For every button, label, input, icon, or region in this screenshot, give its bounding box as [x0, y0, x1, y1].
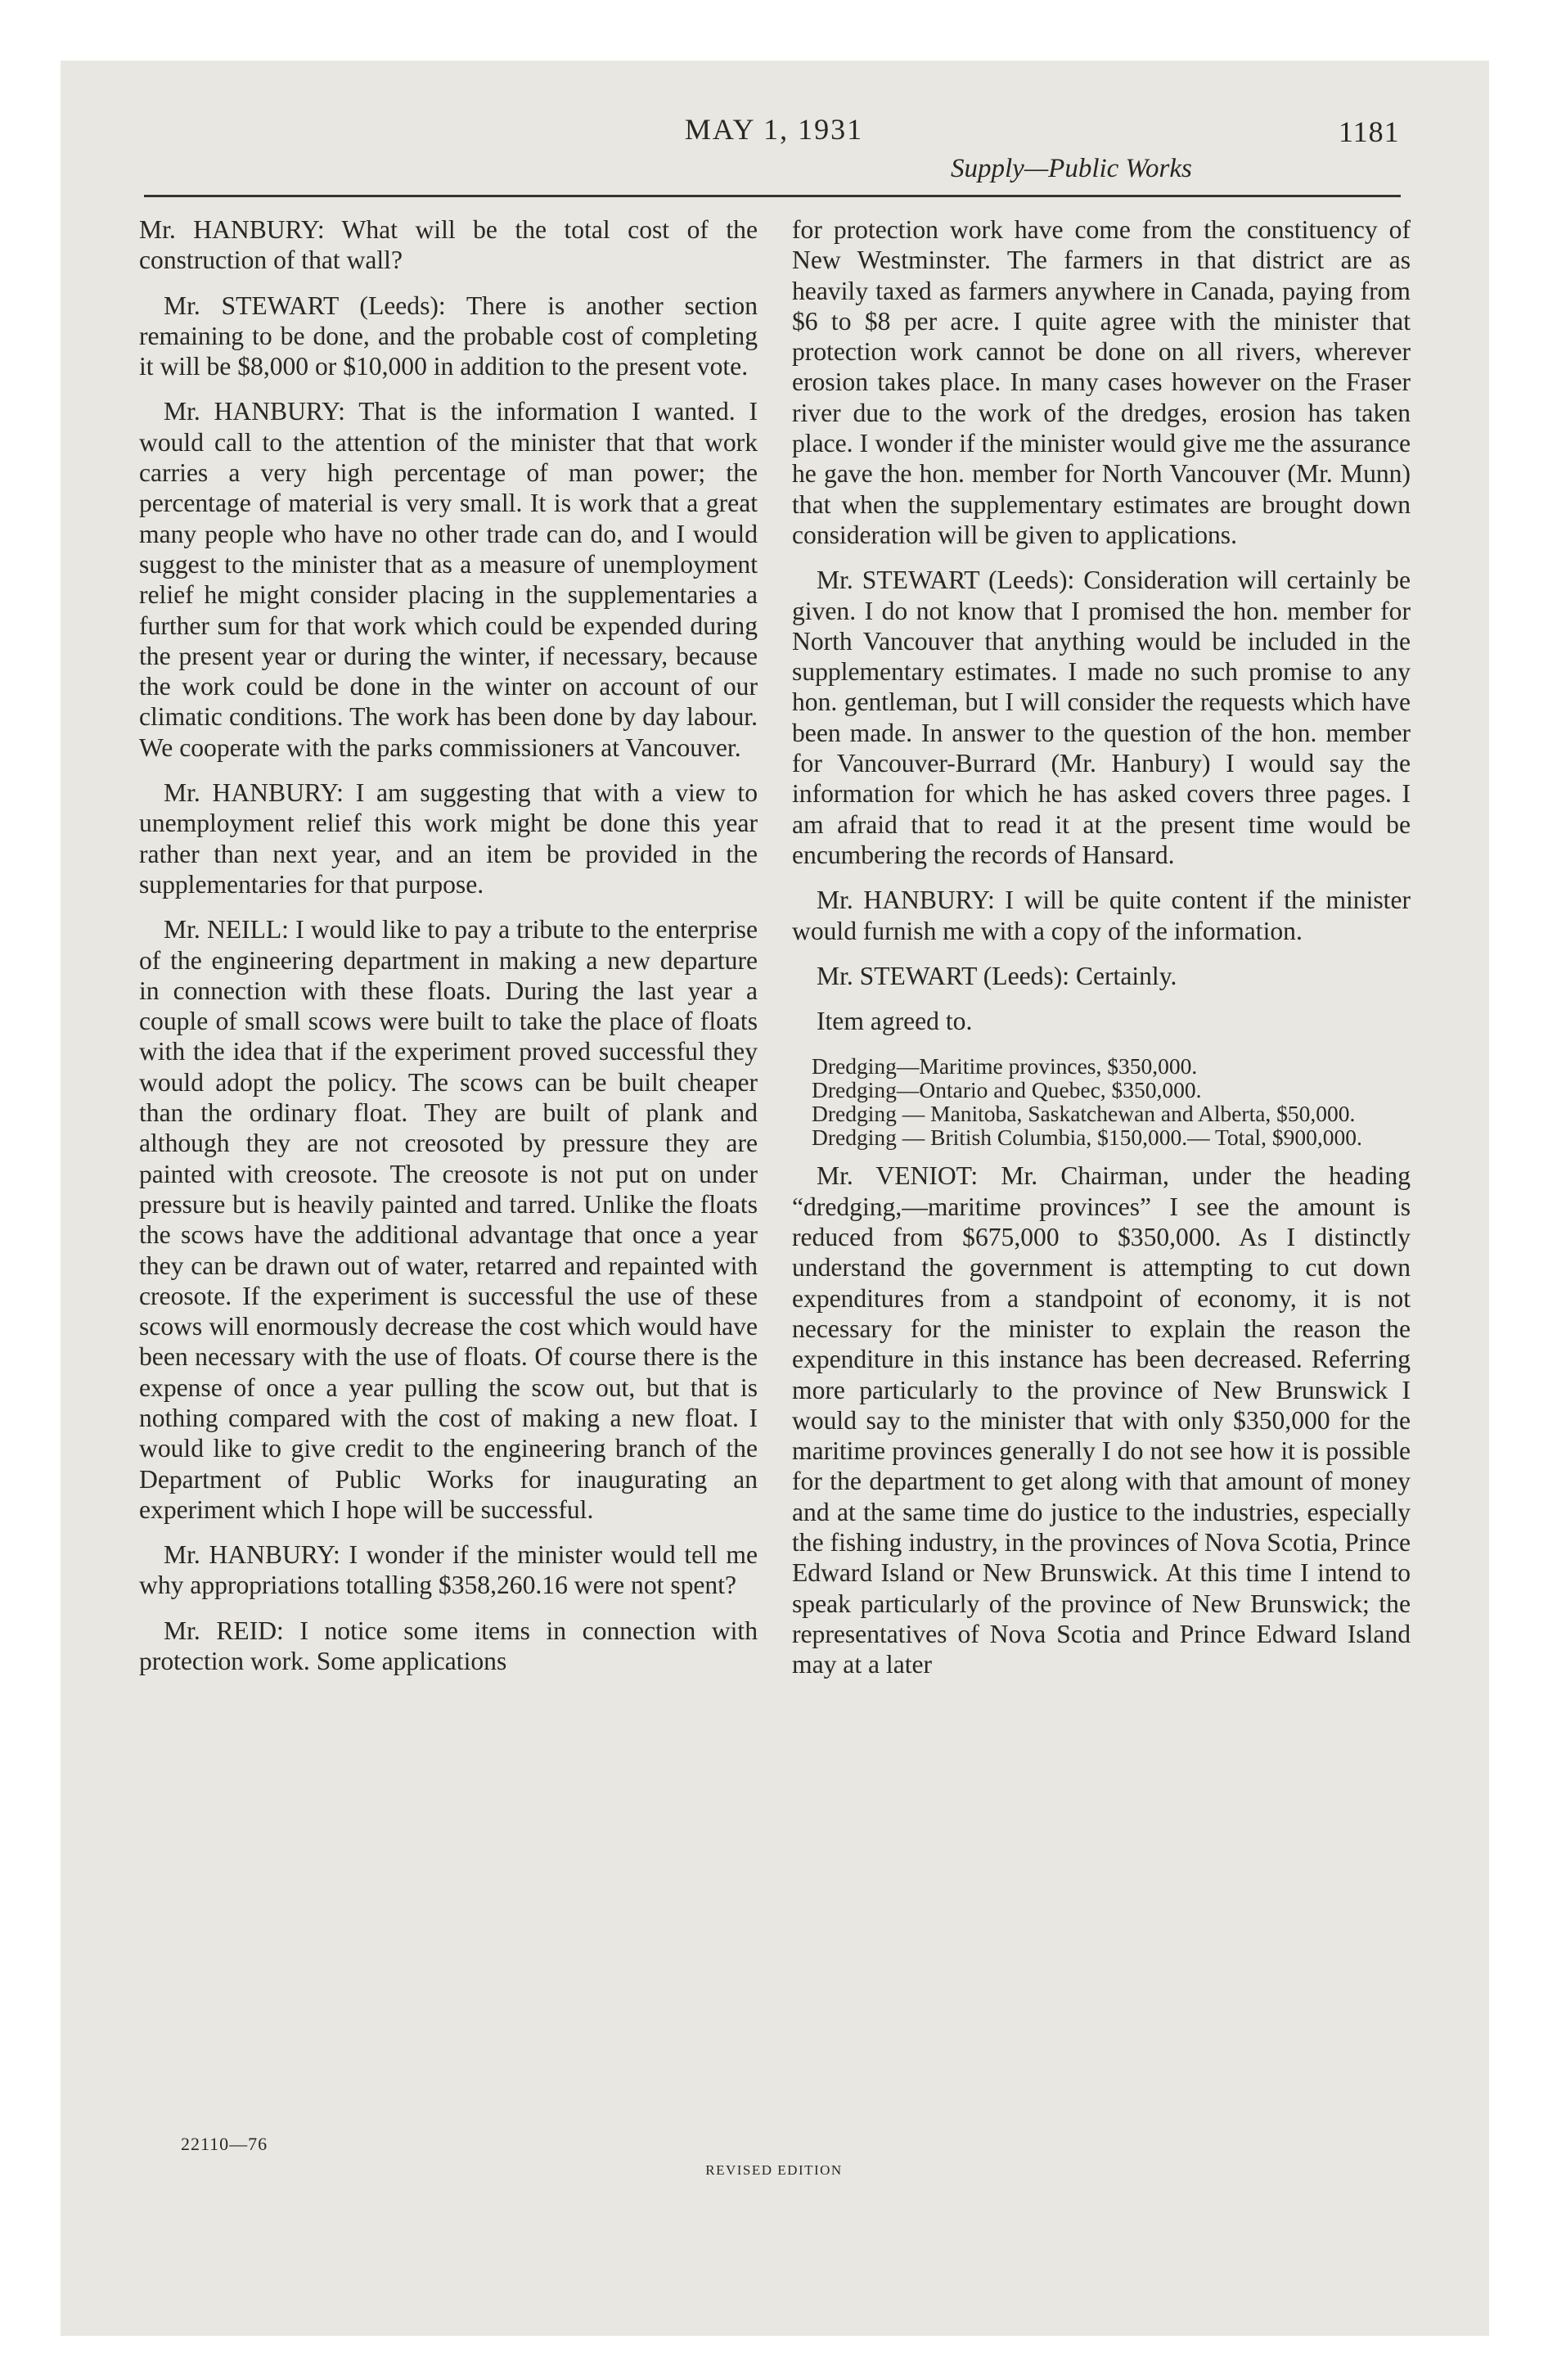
right-column [792, 214, 1411, 1694]
paragraph: Mr. STEWART (Leeds): There is another section remaining to be done, and the probable cost of completing it will be $8,000 or $10,000 in addition to the present vote. [139, 291, 758, 381]
paragraph: Mr. HANBURY: What will be the total cost of the construction of that wall? [139, 215, 758, 275]
paragraph: Mr. STEWART (Leeds): Consideration will certainly be given. I do not know that I promised the hon. member for North Vancouver that anything would be included in the supplementary estimates. I made no such promise to any hon. gentleman, but I will consider the requests which have been made. In answer to the question of the hon. member for Vancouver-Burrard (Mr. Hanbury) I would say the information for which he has asked covers three pages. I am afraid that to read it at the present time would be encumbering the records of Hansard. [792, 566, 1411, 869]
page-date: MAY 1, 1931 [684, 113, 864, 146]
section-heading: Supply—Public Works [951, 154, 1192, 183]
paragraph: for protection work have come from the constituency of New Westminster. The farmers in that district are as heavily taxed as farmers anywhere in Canada, paying from $6 to $8 per acre. I quite agree with the minister that protection work cannot be done on all rivers, wherever erosion takes place. In many cases however on the Fraser river due to the work of the dredges, erosion has taken place. I wonder if the minister would give me the assurance he gave the hon. member for North Vancouver (Mr. Munn) that when the supplementary estimates are brought down consideration will be given to applications. [792, 215, 1411, 549]
estimate-items [792, 1054, 1411, 1149]
header-rule [144, 195, 1401, 197]
paragraph: Mr. HANBURY: I am suggesting that with a view to unemployment relief this work might be done this year rather than next year, and an item be provided in the supplementaries for that purpose. [139, 778, 758, 899]
paragraph: Mr. STEWART (Leeds): Certainly. [817, 961, 1177, 990]
paragraph: Mr. HANBURY: I will be quite content if the minister would furnish me with a copy of the information. [792, 886, 1411, 945]
paragraph: Mr. HANBURY: That is the information I wanted. I would call to the attention of the minister that that work carries a very high percentage of man power; the percentage of material is very small. It is work that a great many people who have no other trade can do, and I would suggest to the minister that as a measure of unemployment relief he might consider placing in the supplementaries a further sum for that work which could be expended during the present year or during the winter, if necessary, because the work could be done in the winter on account of our climatic conditions. The work has been done by day labour. We cooperate with the parks commissioners at Vancouver. [139, 397, 758, 762]
estimate-item: Dredging — Manitoba, Saskatchewan and Alberta, $50,000. [812, 1101, 1356, 1127]
paragraph: Mr. REID: I notice some items in connection with protection work. Some applications [139, 1616, 758, 1676]
estimate-item: Dredging—Maritime provinces, $350,000. [812, 1053, 1198, 1080]
edition-label: REVISED EDITION [705, 2162, 843, 2178]
left-column [139, 214, 758, 1691]
estimate-item: Dredging — British Columbia, $150,000.— Total, $900,000. [812, 1125, 1362, 1151]
paragraph: Item agreed to. [817, 1007, 973, 1036]
paragraph: Mr. NEILL: I would like to pay a tribute to the enterprise of the engineering department in making a new departure in connection with these floats. During the last year a couple of small scows were built to take the place of floats with the idea that if the experiment proved successful they would adopt the policy. The scows can be built cheaper than the ordinary float. They are built of plank and although they are not creosoted by pressure they are painted with creosote. The creosote is not put on under pressure but is heavily painted and tarred. Unlike the floats the scows have the additional advantage that once a year they can be drawn out of water, retarred and repainted with creosote. If the experiment is successful the use of these scows will enormously decrease the cost which would have been necessary with the use of floats. Of course there is the expense of once a year pulling the scow out, but that is nothing compared with the cost of making a new float. I would like to give credit to the engineering branch of the Department of Public Works for inaugurating an experiment which I hope will be successful. [139, 915, 758, 1524]
page-number: 1181 [1339, 115, 1400, 148]
paragraph: Mr. HANBURY: I wonder if the minister would tell me why appropriations totalling $358,260.16 were not spent? [139, 1540, 758, 1600]
estimate-item: Dredging—Ontario and Quebec, $350,000. [812, 1077, 1202, 1103]
paragraph: Mr. VENIOT: Mr. Chairman, under the heading “dredging,—maritime provinces” I see the amount is reduced from $675,000 to $350,000. As I distinctly understand the government is attempting to cut down expenditures from a standpoint of economy, it is not necessary for the minister to explain the reason the expenditure in this instance has been decreased. Referring more particularly to the province of New Brunswick I would say to the minister that with only $350,000 for the maritime provinces generally I do not see how it is possible for the department to get along with that amount of money and at the same time do justice to the industries, especially the fishing industry, in the provinces of Nova Scotia, Prince Edward Island or New Brunswick. At this time I intend to speak particularly of the province of New Brunswick; the representatives of Nova Scotia and Prince Edward Island may at a later [792, 1161, 1411, 1679]
print-code: 22110—76 [181, 2134, 268, 2154]
